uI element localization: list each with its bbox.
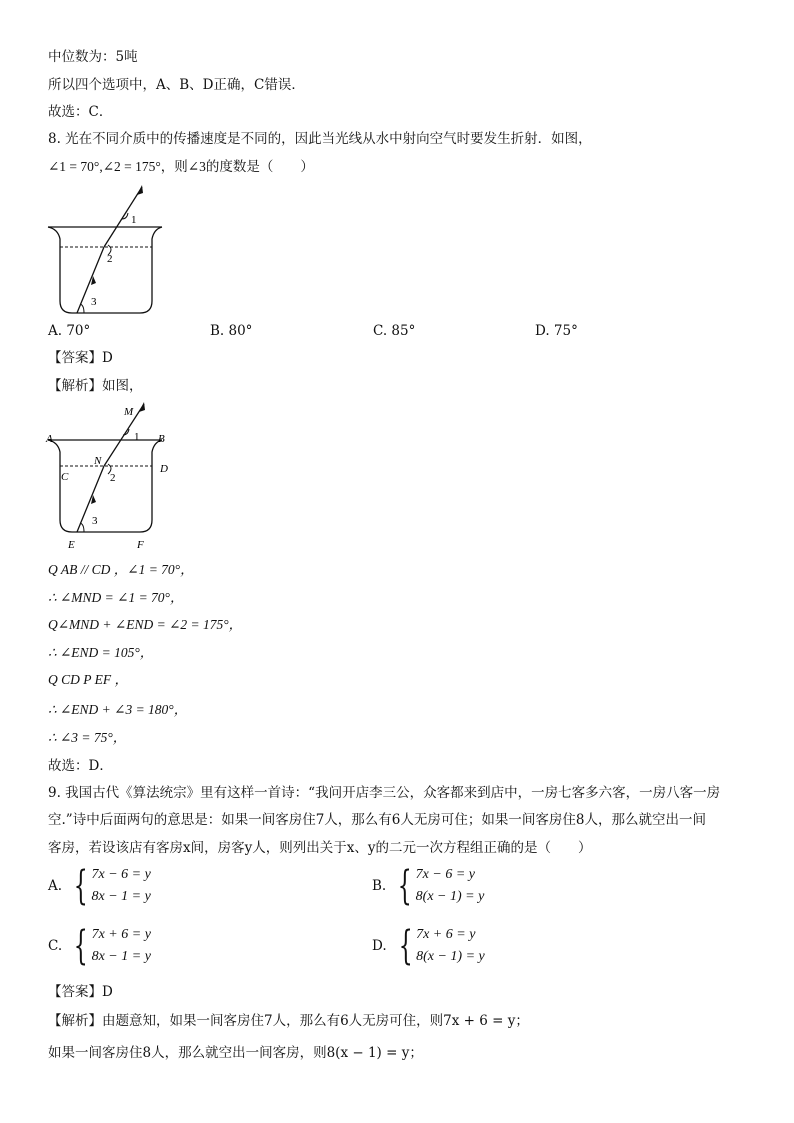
q9-option-c-label: C. (48, 938, 63, 954)
q9-option-a-label: A. (48, 878, 63, 894)
brace-icon: { (398, 923, 413, 969)
q8-option-d: D. 75° (535, 323, 578, 339)
q9-option-a (48, 864, 151, 908)
brace-icon: { (73, 923, 88, 969)
q9-option-c (48, 924, 151, 968)
q9-option-b (372, 864, 484, 908)
q8-analysis-figure (44, 398, 184, 553)
fig1-angle3: 3 (91, 296, 97, 308)
fig2-label-n: N (94, 455, 102, 467)
text-median: 中位数为：5吨 (48, 49, 138, 65)
q9-option-c-eq2: 8x − 1 = y (91, 949, 151, 964)
fig1-angle2: 2 (107, 253, 113, 265)
step-2: ∴ ∠MND = ∠1 = 70°， (48, 590, 184, 605)
q9-option-a-eq2: 8x − 1 = y (91, 889, 151, 904)
q9-option-d (372, 924, 485, 968)
q9-option-d-eq1: 7x + 6 = y (416, 927, 476, 942)
text-options-judgement: 所以四个选项中，A、B、D正确，C错误． (48, 77, 305, 93)
step-6: ∴ ∠END + ∠3 = 180°， (48, 702, 188, 717)
q8-option-b: B. 80° (210, 323, 253, 339)
q9-option-d-label: D. (372, 938, 387, 954)
fig2-label-c: C (61, 471, 69, 483)
step-1: Q AB // CD ，∠1 = 70°， (48, 562, 194, 577)
step-7: ∴ ∠3 = 75°， (48, 730, 127, 745)
brace-icon: { (397, 863, 412, 909)
q8-stem: 8. 光在不同介质中的传播速度是不同的，因此当光线从水中射向空气时要发生折射．如图， (48, 131, 592, 147)
q9-option-b-eq2: 8(x − 1) = y (415, 889, 485, 904)
fig1-angle1: 1 (131, 214, 137, 226)
q8-option-a: A. 70° (48, 323, 91, 339)
q8-option-c: C. 85° (373, 323, 416, 339)
fig2-angle2: 2 (110, 472, 116, 484)
fig2-label-m: M (124, 406, 134, 418)
fig2-angle3: 3 (92, 515, 98, 527)
fig2-label-e: E (68, 539, 75, 551)
q8-condition: ∠1 = 70°,∠2 = 175°，则∠3的度数是（ ） (48, 159, 314, 174)
step-5: Q CD P EF ， (48, 672, 128, 687)
fig2-label-a: A (46, 433, 53, 445)
q9-option-a-eq1: 7x − 6 = y (91, 867, 151, 882)
q9-option-b-eq1: 7x − 6 = y (415, 867, 475, 882)
q8-figure-beaker (44, 183, 166, 319)
fig2-label-b: B (158, 433, 165, 445)
fig2-angle1: 1 (134, 431, 140, 443)
q9-option-b-label: B. (372, 878, 387, 894)
text-choose-c: 故选：C． (48, 104, 113, 120)
q9-stem-2: 空.”诗中后面两句的意思是：如果一间客房住7人，那么有6人无房可住；如果一间客房住8人，那么就空出一间 (48, 812, 706, 828)
q9-answer: 【答案】D (48, 984, 113, 1000)
step-8-choose-d: 故选：D． (48, 758, 113, 774)
q9-option-d-eq2: 8(x − 1) = y (416, 949, 485, 964)
q9-stem-3: 客房，若设该店有客房x间，房客y人，则列出关于x、y的二元一次方程组正确的是（ ） (48, 840, 592, 856)
q9-stem-1: 9. 我国古代《算法统宗》里有这样一首诗：“我问开店李三公，众客都来到店中，一房七客多六客，一房八客一房 (48, 785, 721, 801)
step-3: Q∠MND + ∠END = ∠2 = 175°， (48, 617, 243, 632)
q9-option-c-eq1: 7x + 6 = y (91, 927, 151, 942)
brace-icon: { (73, 863, 88, 909)
step-4: ∴ ∠END = 105°， (48, 645, 154, 660)
fig2-label-d: D (160, 463, 168, 475)
q8-analysis-title: 【解析】如图， (48, 378, 143, 394)
q9-analysis-1: 【解析】由题意知，如果一间客房住7人，那么有6人无房可住，则7x + 6 = y； (48, 1013, 529, 1029)
q9-analysis-2: 如果一间客房住8人，那么就空出一间客房，则8(x − 1) = y； (48, 1045, 423, 1061)
fig2-label-f: F (137, 539, 144, 551)
q8-answer: 【答案】D (48, 350, 113, 366)
